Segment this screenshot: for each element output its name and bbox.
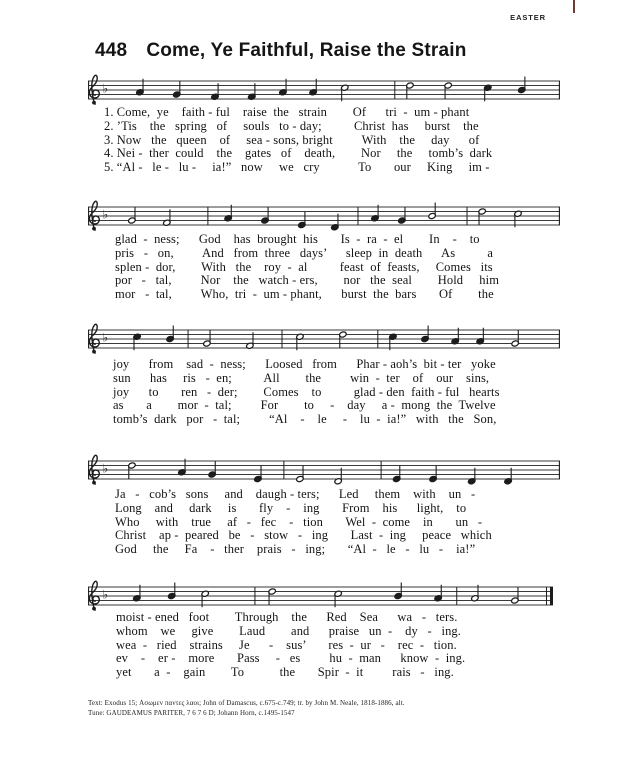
lyric-line: sun has ris - en; All the win - ter of our sins, (113, 370, 490, 385)
tune-credit: Tune: GAUDEAMUS PARITER, 7 6 7 6 D; Johann Horn, c.1495-1547 (88, 708, 295, 717)
lyric-line: Ja - cob’s sons and daugh - ters; Led them with un - (115, 487, 476, 501)
section-label: EASTER (510, 13, 546, 22)
lyric-line: whom we give Laud and praise un - dy - ing. (116, 623, 461, 638)
lyric-line: ev - er - more Pass - es hu - man know - ing. (116, 651, 466, 666)
lyric-block-2 (115, 233, 499, 302)
hymn-title-row (95, 40, 467, 62)
lyric-line: 4. Nei - ther could the gates of death, Nor the tomb’s dark (104, 146, 493, 161)
lyric-line: God the Fa - ther prais - ing; “Al - le - lu - ia!” (115, 542, 476, 557)
lyric-line: moist - ened foot Through the Red Sea wa - ters. (116, 610, 458, 624)
lyric-line: glad - ness; God has brought his Is - ra - el In - to (115, 232, 480, 246)
lyric-line: 1. Come, ye faith - ful raise the strain Of tri - um - phant (104, 105, 470, 119)
lyric-block-5 (116, 611, 465, 680)
lyric-line: joy to ren - der; Comes to glad - den faith - ful hearts (113, 384, 500, 399)
text-credit: Text: Exodus 15; Ασωμεν παντες λαοι; John of Damascus, c.675-c.749; tr. by John M. Neale, 1818-1886, alt. (88, 699, 405, 707)
lyric-line: wea - ried strains Je - sus’ res - ur - rec - tion. (116, 637, 457, 652)
lyric-block-1 (104, 106, 492, 175)
staff-system-3 (88, 318, 560, 362)
lyric-line: Long and dark is fly - ing From his light, to (115, 500, 467, 515)
svg-text:♭: ♭ (102, 207, 109, 222)
svg-text:♭: ♭ (102, 461, 109, 476)
svg-text:♭: ♭ (102, 330, 109, 345)
lyric-block-4 (115, 488, 492, 557)
lyric-line: 5. “Al - le - lu - ia!” now we cry To our King im - (104, 160, 490, 175)
print-registration-tick (573, 0, 575, 13)
lyric-line: tomb’s dark por - tal; “Al - le - lu - ia!” with the Son, (113, 412, 497, 427)
credits (88, 699, 405, 718)
lyric-line: pris - on, And from three days’ sleep in death As a (115, 245, 494, 260)
lyric-line: as a mor - tal; For to - day a - mong the Twelve (113, 398, 496, 413)
lyric-line: 2. ’Tis the spring of souls to - day; Christ has burst the (104, 118, 479, 133)
svg-text:♭: ♭ (102, 587, 109, 602)
staff-notation (88, 318, 560, 362)
lyric-line: joy from sad - ness; Loosed from Phar - aoh’s bit - ter yoke (113, 357, 496, 371)
lyric-line: mor - tal, Who, tri - um - phant, burst the bars Of the (115, 287, 494, 302)
lyric-line: por - tal, Nor the watch - ers, nor the seal Hold him (115, 273, 500, 288)
hymn-number: 448 (95, 40, 128, 61)
lyric-line: Who with true af - fec - tion Wel - come in un - (115, 514, 483, 529)
lyric-line: Christ ap - peared be - stow - ing Last - ing peace which (115, 528, 492, 543)
lyric-line: 3. Now the queen of sea - sons, bright With the day of (104, 132, 480, 147)
lyric-line: yet a - gain To the Spir - it rais - ing. (116, 665, 454, 680)
lyric-line: splen - dor, With the roy - al feast of feasts, Comes its (115, 259, 493, 274)
svg-text:♭: ♭ (102, 81, 109, 96)
hymn-title: Come, Ye Faithful, Raise the Strain (146, 40, 467, 61)
lyric-block-3 (113, 358, 500, 427)
